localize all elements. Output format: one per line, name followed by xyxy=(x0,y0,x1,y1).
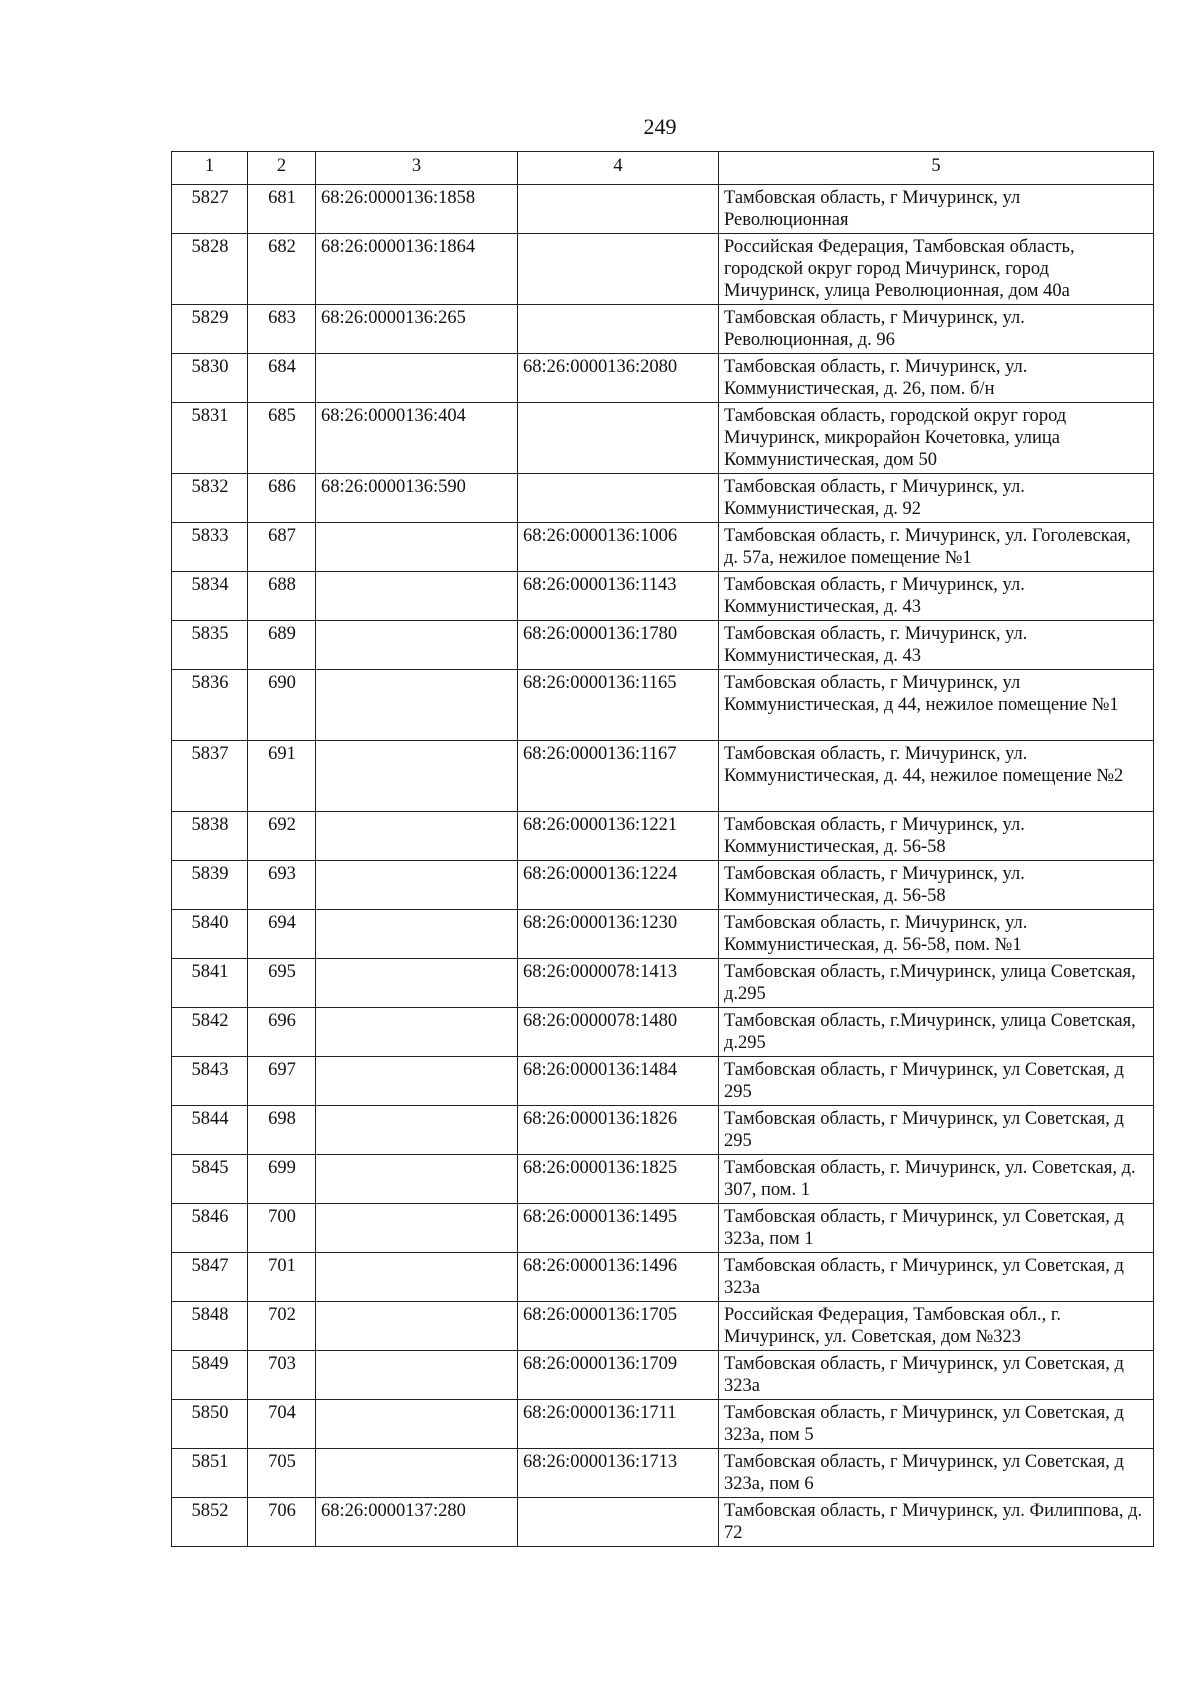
row-number-cell: 5831 xyxy=(172,403,248,474)
cadastral-number-building-cell xyxy=(518,403,719,474)
item-number-cell: 693 xyxy=(248,861,316,910)
address-cell: Российская Федерация, Тамбовская обл., г. Мичуринск, ул. Советская, дом №323 xyxy=(719,1302,1154,1351)
row-number-cell: 5829 xyxy=(172,305,248,354)
row-number-cell: 5833 xyxy=(172,523,248,572)
row-number-cell: 5828 xyxy=(172,234,248,305)
cadastral-number-land-cell: 68:26:0000136:265 xyxy=(316,305,518,354)
item-number-cell: 702 xyxy=(248,1302,316,1351)
address-cell: Тамбовская область, г.Мичуринск, улица Советская, д.295 xyxy=(719,959,1154,1008)
table-row xyxy=(172,305,1154,354)
cadastral-number-land-cell xyxy=(316,910,518,959)
table-row xyxy=(172,621,1154,670)
address-cell: Тамбовская область, г Мичуринск, ул Коммунистическая, д 44, нежилое помещение №1 xyxy=(719,670,1154,741)
cadastral-number-building-cell: 68:26:0000136:2080 xyxy=(518,354,719,403)
table-row xyxy=(172,1449,1154,1498)
row-number-cell: 5846 xyxy=(172,1204,248,1253)
address-cell: Тамбовская область, г. Мичуринск, ул. Гоголевская, д. 57а, нежилое помещение №1 xyxy=(719,523,1154,572)
address-cell: Тамбовская область, г Мичуринск, ул Советская, д 323а xyxy=(719,1253,1154,1302)
column-header-4: 4 xyxy=(518,152,719,185)
item-number-cell: 705 xyxy=(248,1449,316,1498)
item-number-cell: 701 xyxy=(248,1253,316,1302)
cadastral-number-building-cell: 68:26:0000136:1143 xyxy=(518,572,719,621)
item-number-cell: 684 xyxy=(248,354,316,403)
row-number-cell: 5840 xyxy=(172,910,248,959)
row-number-cell: 5848 xyxy=(172,1302,248,1351)
cadastral-number-land-cell: 68:26:0000136:1864 xyxy=(316,234,518,305)
address-cell: Тамбовская область, г. Мичуринск, ул. Коммунистическая, д. 26, пом. б/н xyxy=(719,354,1154,403)
cadastral-number-building-cell xyxy=(518,234,719,305)
item-number-cell: 700 xyxy=(248,1204,316,1253)
row-number-cell: 5839 xyxy=(172,861,248,910)
cadastral-number-land-cell: 68:26:0000137:280 xyxy=(316,1498,518,1547)
cadastral-number-building-cell: 68:26:0000136:1221 xyxy=(518,812,719,861)
item-number-cell: 683 xyxy=(248,305,316,354)
cadastral-number-land-cell xyxy=(316,670,518,741)
table-row xyxy=(172,741,1154,812)
address-cell: Тамбовская область, г. Мичуринск, ул. Советская, д. 307, пом. 1 xyxy=(719,1155,1154,1204)
cadastral-number-land-cell: 68:26:0000136:590 xyxy=(316,474,518,523)
cadastral-number-building-cell: 68:26:0000136:1230 xyxy=(518,910,719,959)
address-cell: Тамбовская область, г Мичуринск, ул Советская, д 323а, пом 5 xyxy=(719,1400,1154,1449)
row-number-cell: 5851 xyxy=(172,1449,248,1498)
table-row xyxy=(172,1106,1154,1155)
cadastral-number-land-cell: 68:26:0000136:1858 xyxy=(316,185,518,234)
row-number-cell: 5834 xyxy=(172,572,248,621)
cadastral-number-land-cell xyxy=(316,1057,518,1106)
cadastral-number-building-cell: 68:26:0000136:1496 xyxy=(518,1253,719,1302)
row-number-cell: 5847 xyxy=(172,1253,248,1302)
row-number-cell: 5838 xyxy=(172,812,248,861)
cadastral-number-land-cell xyxy=(316,572,518,621)
table-row xyxy=(172,670,1154,741)
address-cell: Тамбовская область, г Мичуринск, ул Советская, д 295 xyxy=(719,1057,1154,1106)
cadastral-number-building-cell: 68:26:0000136:1484 xyxy=(518,1057,719,1106)
address-cell: Тамбовская область, г Мичуринск, ул Советская, д 295 xyxy=(719,1106,1154,1155)
cadastral-number-land-cell xyxy=(316,1253,518,1302)
item-number-cell: 686 xyxy=(248,474,316,523)
page-number: 249 xyxy=(643,114,677,139)
cadastral-number-building-cell xyxy=(518,185,719,234)
column-header-3: 3 xyxy=(316,152,518,185)
row-number-cell: 5849 xyxy=(172,1351,248,1400)
cadastral-number-land-cell xyxy=(316,1400,518,1449)
item-number-cell: 706 xyxy=(248,1498,316,1547)
row-number-cell: 5850 xyxy=(172,1400,248,1449)
cadastral-number-building-cell xyxy=(518,305,719,354)
cadastral-number-land-cell xyxy=(316,621,518,670)
item-number-cell: 696 xyxy=(248,1008,316,1057)
table-row xyxy=(172,812,1154,861)
table-row xyxy=(172,234,1154,305)
cadastral-number-land-cell xyxy=(316,1449,518,1498)
row-number-cell: 5841 xyxy=(172,959,248,1008)
cadastral-number-land-cell xyxy=(316,523,518,572)
item-number-cell: 698 xyxy=(248,1106,316,1155)
row-number-cell: 5844 xyxy=(172,1106,248,1155)
address-cell: Тамбовская область, г Мичуринск, ул. Коммунистическая, д. 56-58 xyxy=(719,861,1154,910)
row-number-cell: 5827 xyxy=(172,185,248,234)
cadastral-number-land-cell xyxy=(316,1351,518,1400)
item-number-cell: 681 xyxy=(248,185,316,234)
header-row xyxy=(172,152,1154,185)
table-row xyxy=(172,1302,1154,1351)
cadastral-number-building-cell: 68:26:0000136:1713 xyxy=(518,1449,719,1498)
table-row xyxy=(172,523,1154,572)
address-cell: Тамбовская область, г. Мичуринск, ул. Коммунистическая, д. 44, нежилое помещение №2 xyxy=(719,741,1154,812)
cadastral-number-land-cell xyxy=(316,1155,518,1204)
item-number-cell: 692 xyxy=(248,812,316,861)
address-cell: Тамбовская область, г. Мичуринск, ул. Коммунистическая, д. 43 xyxy=(719,621,1154,670)
cadastral-number-building-cell: 68:26:0000136:1165 xyxy=(518,670,719,741)
cadastral-number-land-cell: 68:26:0000136:404 xyxy=(316,403,518,474)
item-number-cell: 689 xyxy=(248,621,316,670)
table-row xyxy=(172,861,1154,910)
table-row xyxy=(172,1204,1154,1253)
cadastral-number-building-cell: 68:26:0000078:1413 xyxy=(518,959,719,1008)
table-row xyxy=(172,959,1154,1008)
row-number-cell: 5836 xyxy=(172,670,248,741)
cadastral-number-land-cell xyxy=(316,959,518,1008)
cadastral-number-building-cell: 68:26:0000136:1826 xyxy=(518,1106,719,1155)
table-row xyxy=(172,1498,1154,1547)
address-cell: Тамбовская область, г Мичуринск, ул Советская, д 323а xyxy=(719,1351,1154,1400)
table-row xyxy=(172,1057,1154,1106)
cadastral-number-building-cell xyxy=(518,474,719,523)
cadastral-number-building-cell: 68:26:0000136:1167 xyxy=(518,741,719,812)
table-row xyxy=(172,1008,1154,1057)
item-number-cell: 695 xyxy=(248,959,316,1008)
item-number-cell: 704 xyxy=(248,1400,316,1449)
item-number-cell: 685 xyxy=(248,403,316,474)
cadastral-number-building-cell: 68:26:0000136:1825 xyxy=(518,1155,719,1204)
cadastral-number-land-cell xyxy=(316,812,518,861)
address-cell: Тамбовская область, г Мичуринск, ул Советская, д 323а, пом 1 xyxy=(719,1204,1154,1253)
address-cell: Тамбовская область, г Мичуринск, ул. Коммунистическая, д. 92 xyxy=(719,474,1154,523)
item-number-cell: 703 xyxy=(248,1351,316,1400)
cadastral-number-land-cell xyxy=(316,1008,518,1057)
table-row xyxy=(172,1351,1154,1400)
table-row xyxy=(172,910,1154,959)
item-number-cell: 691 xyxy=(248,741,316,812)
item-number-cell: 697 xyxy=(248,1057,316,1106)
cadastral-number-land-cell xyxy=(316,861,518,910)
row-number-cell: 5845 xyxy=(172,1155,248,1204)
item-number-cell: 688 xyxy=(248,572,316,621)
table-row xyxy=(172,185,1154,234)
address-cell: Тамбовская область, г Мичуринск, ул Революционная xyxy=(719,185,1154,234)
cadastral-number-building-cell: 68:26:0000078:1480 xyxy=(518,1008,719,1057)
cadastral-number-land-cell xyxy=(316,1302,518,1351)
cadastral-number-land-cell xyxy=(316,741,518,812)
table-row xyxy=(172,474,1154,523)
table-body xyxy=(172,185,1154,1547)
address-cell: Тамбовская область, городской округ город Мичуринск, микрорайон Кочетовка, улица Коммунистическая, дом 50 xyxy=(719,403,1154,474)
cadastral-number-building-cell: 68:26:0000136:1780 xyxy=(518,621,719,670)
item-number-cell: 694 xyxy=(248,910,316,959)
address-cell: Тамбовская область, г Мичуринск, ул. Коммунистическая, д. 43 xyxy=(719,572,1154,621)
address-cell: Тамбовская область, г Мичуринск, ул Советская, д 323а, пом 6 xyxy=(719,1449,1154,1498)
item-number-cell: 687 xyxy=(248,523,316,572)
address-cell: Тамбовская область, г. Мичуринск, ул. Коммунистическая, д. 56-58, пом. №1 xyxy=(719,910,1154,959)
cadastral-number-building-cell: 68:26:0000136:1711 xyxy=(518,1400,719,1449)
cadastral-number-land-cell xyxy=(316,354,518,403)
address-cell: Тамбовская область, г Мичуринск, ул. Филиппова, д. 72 xyxy=(719,1498,1154,1547)
cadastral-number-land-cell xyxy=(316,1106,518,1155)
address-cell: Тамбовская область, г Мичуринск, ул. Коммунистическая, д. 56-58 xyxy=(719,812,1154,861)
cadastral-number-land-cell xyxy=(316,1204,518,1253)
address-cell: Российская Федерация, Тамбовская область, городской округ город Мичуринск, город Мичуринск, улица Революционная, дом 40а xyxy=(719,234,1154,305)
column-header-5: 5 xyxy=(719,152,1154,185)
row-number-cell: 5832 xyxy=(172,474,248,523)
table-row xyxy=(172,1155,1154,1204)
item-number-cell: 682 xyxy=(248,234,316,305)
address-cell: Тамбовская область, г Мичуринск, ул. Революционная, д. 96 xyxy=(719,305,1154,354)
cadastral-number-building-cell: 68:26:0000136:1709 xyxy=(518,1351,719,1400)
cadastral-number-building-cell: 68:26:0000136:1705 xyxy=(518,1302,719,1351)
cadastral-number-building-cell: 68:26:0000136:1224 xyxy=(518,861,719,910)
row-number-cell: 5837 xyxy=(172,741,248,812)
item-number-cell: 690 xyxy=(248,670,316,741)
cadastral-number-building-cell: 68:26:0000136:1006 xyxy=(518,523,719,572)
registry-table xyxy=(171,151,1154,1547)
row-number-cell: 5843 xyxy=(172,1057,248,1106)
cadastral-number-building-cell xyxy=(518,1498,719,1547)
table-row xyxy=(172,403,1154,474)
table-row xyxy=(172,572,1154,621)
row-number-cell: 5830 xyxy=(172,354,248,403)
row-number-cell: 5852 xyxy=(172,1498,248,1547)
address-cell: Тамбовская область, г.Мичуринск, улица Советская, д.295 xyxy=(719,1008,1154,1057)
table-row xyxy=(172,354,1154,403)
item-number-cell: 699 xyxy=(248,1155,316,1204)
table-row xyxy=(172,1253,1154,1302)
column-header-1: 1 xyxy=(172,152,248,185)
row-number-cell: 5842 xyxy=(172,1008,248,1057)
cadastral-number-building-cell: 68:26:0000136:1495 xyxy=(518,1204,719,1253)
table-row xyxy=(172,1400,1154,1449)
column-header-2: 2 xyxy=(248,152,316,185)
row-number-cell: 5835 xyxy=(172,621,248,670)
